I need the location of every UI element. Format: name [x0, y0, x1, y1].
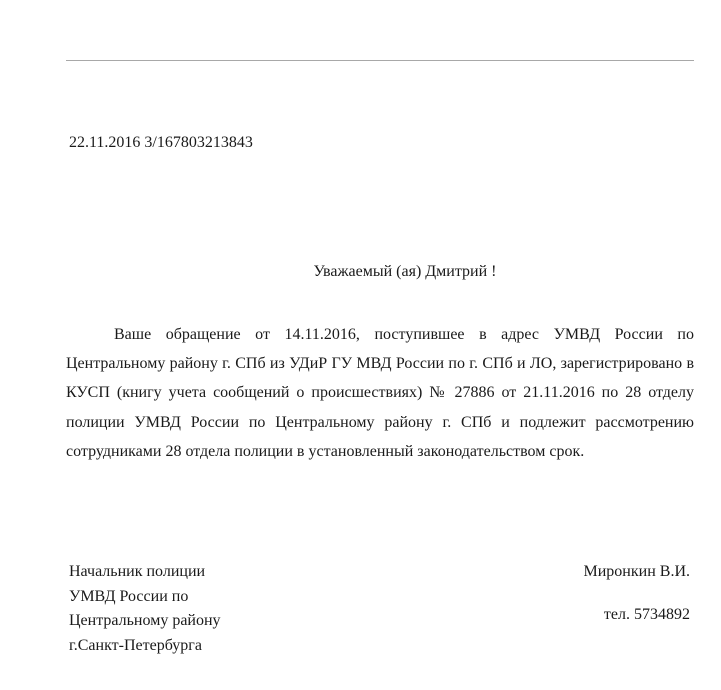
letter-body: Ваше обращение от 14.11.2016, поступившее в адрес УМВД России по Центральному району г. СПб из УДиР ГУ МВД России по г. СПб и ЛО, зарегистрировано в КУСП (книгу учета сообщений о происшествиях) № 27886 от 21.11.2016 по 28 отделу полиции УМВД России по Центральному району г. СПб и подлежит рассмотрению сотрудниками 28 отдела полиции в установленный законодательством срок.	[66, 326, 694, 460]
signatory-position: Начальник полиции УМВД России по Центральному району г.Санкт-Петербурга	[69, 563, 221, 654]
document-reference: 22.11.2016 3/167803213843	[69, 134, 253, 151]
salutation: Уважаемый (ая) Дмитрий !	[313, 263, 497, 280]
header-divider	[66, 60, 694, 61]
signatory-name: Миронкин В.И.	[583, 563, 690, 580]
signatory-phone: тел. 5734892	[603, 606, 690, 623]
